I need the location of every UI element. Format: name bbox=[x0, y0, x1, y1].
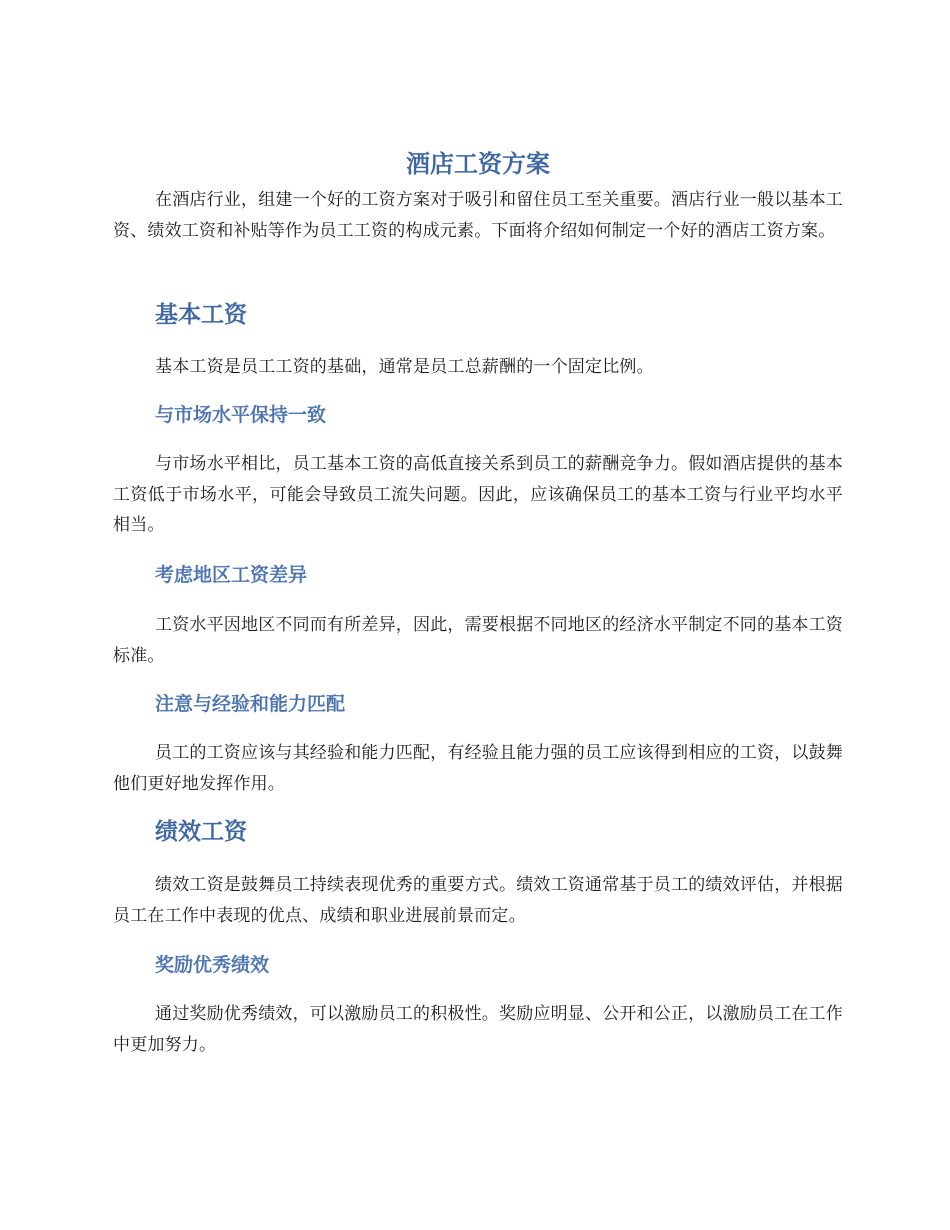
section-heading-basic-salary: 基本工资 bbox=[155, 302, 247, 328]
document-title: 酒店工资方案 bbox=[406, 150, 550, 178]
subsection-text-experience-ability: 员工的工资应该与其经验和能力匹配，有经验且能力强的员工应该得到相应的工资，以鼓舞他们更好地发挥作用。 bbox=[113, 743, 843, 794]
subsection-heading-market-level: 与市场水平保持一致 bbox=[155, 404, 327, 426]
section-text-basic-salary: 基本工资是员工工资的基础，通常是员工总薪酬的一个固定比例。 bbox=[155, 357, 654, 377]
subsection-text-reward-performance: 通过奖励优秀绩效，可以激励员工的积极性。奖励应明显、公开和公正，以激励员工在工作中更加努力。 bbox=[113, 1004, 843, 1055]
intro-paragraph: 在酒店行业，组建一个好的工资方案对于吸引和留住员工至关重要。酒店行业一般以基本工资、绩效工资和补贴等作为员工工资的构成元素。下面将介绍如何制定一个好的酒店工资方案。 bbox=[113, 190, 843, 241]
subsection-text-market-level: 与市场水平相比，员工基本工资的高低直接关系到员工的薪酬竞争力。假如酒店提供的基本工资低于市场水平，可能会导致员工流失问题。因此，应该确保员工的基本工资与行业平均水平相当。 bbox=[113, 454, 843, 535]
subsection-heading-regional-difference: 考虑地区工资差异 bbox=[155, 564, 308, 586]
subsection-text-regional-difference: 工资水平因地区不同而有所差异，因此，需要根据不同地区的经济水平制定不同的基本工资标准。 bbox=[113, 615, 843, 666]
subsection-heading-reward-performance: 奖励优秀绩效 bbox=[155, 954, 270, 976]
section-text-performance-salary: 绩效工资是鼓舞员工持续表现优秀的重要方式。绩效工资通常基于员工的绩效评估，并根据员工在工作中表现的优点、成绩和职业进展前景而定。 bbox=[113, 875, 843, 926]
section-heading-performance-salary: 绩效工资 bbox=[155, 819, 247, 845]
subsection-heading-experience-ability: 注意与经验和能力匹配 bbox=[155, 693, 346, 715]
